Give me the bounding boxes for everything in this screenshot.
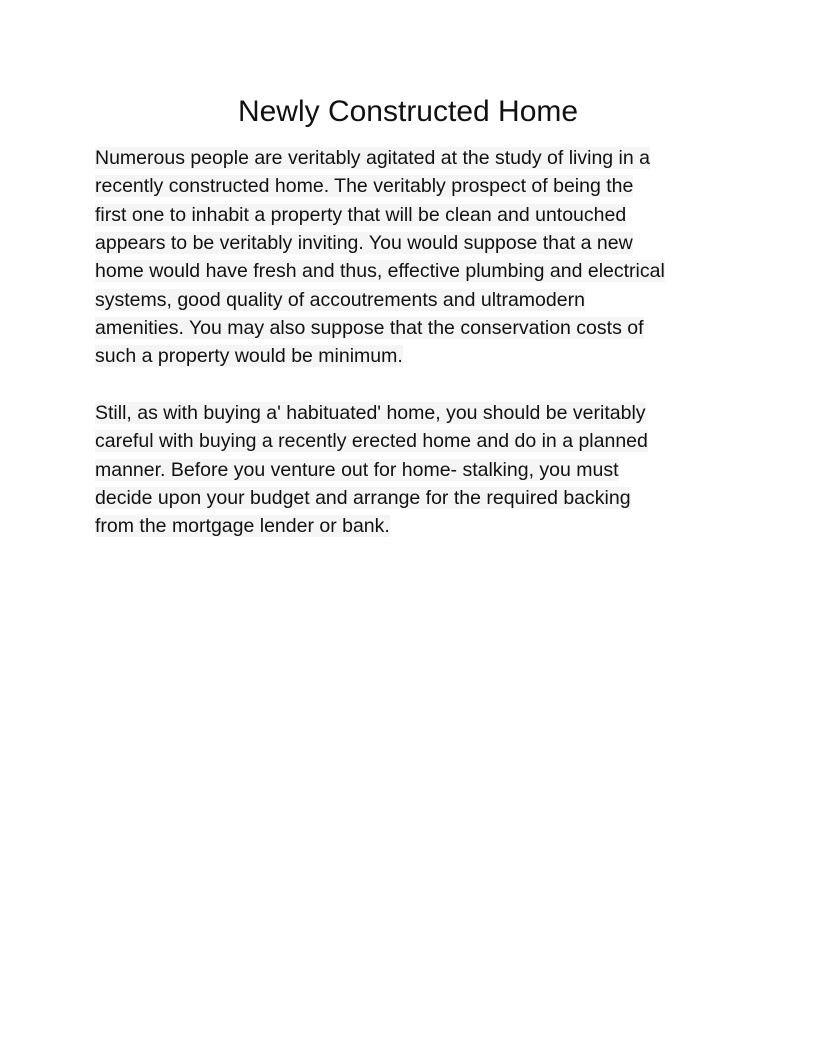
text-line: careful with buying a recently erected home and do in a planned (95, 430, 648, 453)
text-line: appears to be veritably inviting. You would suppose that a new (95, 231, 633, 254)
text-line: Still, as with buying a' habituated' home, you should be veritably (95, 401, 646, 424)
text-line: home would have fresh and thus, effective plumbing and electrical (95, 260, 665, 283)
text-line: amenities. You may also suppose that the conservation costs of (95, 316, 644, 339)
text-line: systems, good quality of accoutrements and ultramodern (95, 288, 585, 311)
text-line: recently constructed home. The veritably prospect of being the (95, 175, 634, 198)
text-line: from the mortgage lender or bank. (95, 515, 390, 538)
text-line: Numerous people are veritably agitated at the study of living in a (95, 147, 650, 169)
paragraph (95, 144, 721, 371)
text-line: first one to inhabit a property that will be clean and untouched (95, 203, 627, 226)
paragraph (95, 399, 721, 541)
document-title: Newly Constructed Home (237, 95, 579, 128)
text-line: decide upon your budget and arrange for the required backing (95, 486, 631, 509)
text-line: such a property would be minimum. (95, 345, 403, 368)
text-line: manner. Before you venture out for home- stalking, you must (95, 458, 619, 481)
